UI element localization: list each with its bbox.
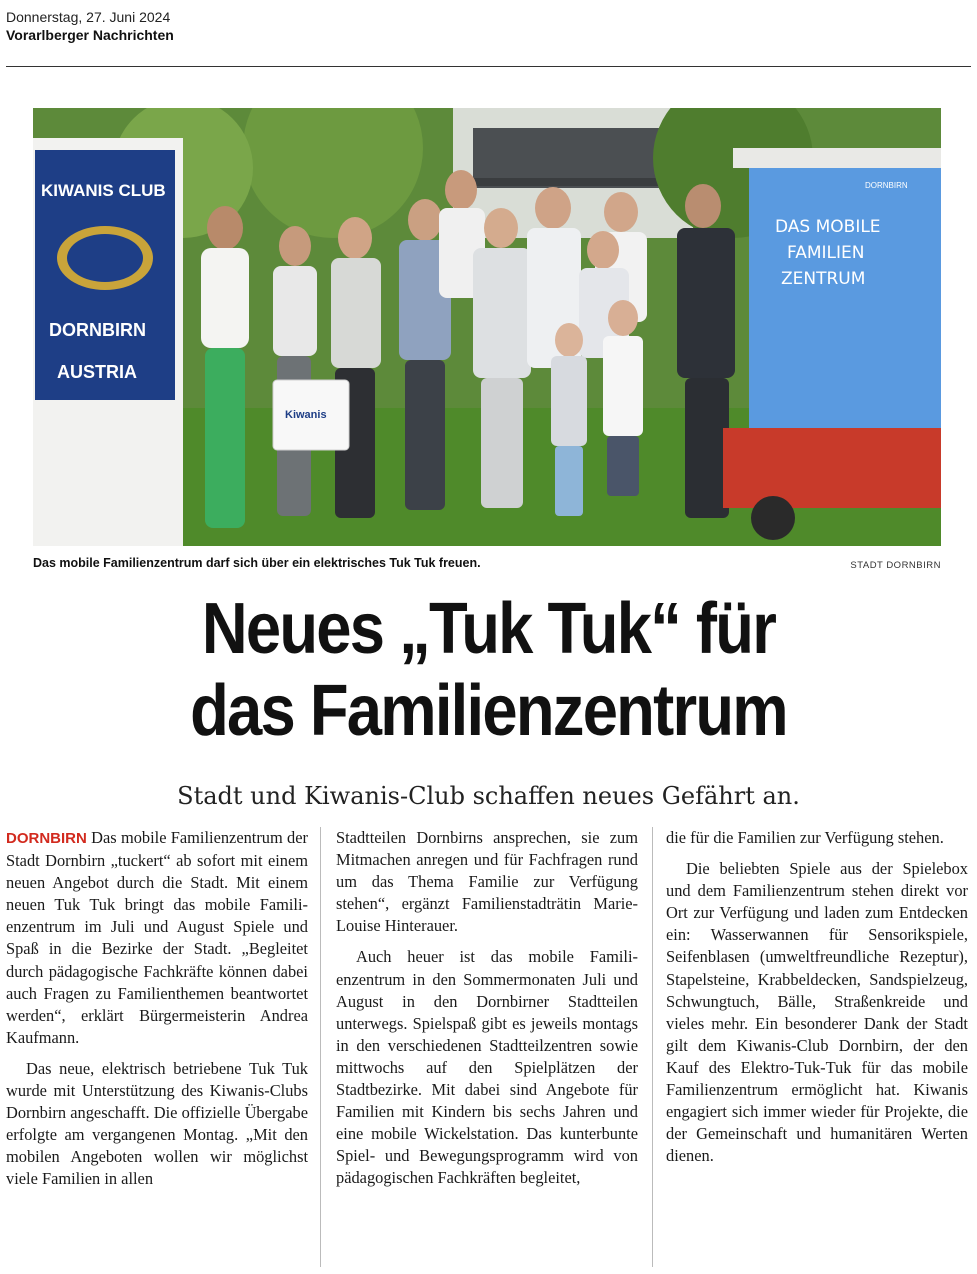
newspaper-name: Vorarlberger Nachrichten (6, 27, 174, 43)
banner-line-2: DORNBIRN (49, 320, 146, 340)
vehicle-line-3: ZENTRUM (781, 269, 866, 289)
article-column-1 (6, 827, 308, 1191)
tuk-tuk-vehicle (723, 148, 941, 540)
paragraph: Die beliebten Spiele aus der Spielebox und dem Familienzentrum stehen direkt vor Ort zur Verfügung und laden zum Entdecken ein: Wasserwannen für Sensorikspiele, Seifenblasen (umweltfreundliche Rezeptur), Stapelsteine, Krabbeldecken, Sandspielzeug, Schwungtuch, Bälle, Straßenkreide und vieles mehr. Ein besonderer Dank der Stadt gilt dem Kiwanis-Club Dornbirn, der den Kauf des Elektro-Tuk-Tuk für das mobile Familienzentrum ermöglicht hat. Kiwanis engagiert sich immer wieder für Projekte, die der Gemeinschaft und humanitären Werten dienen. (666, 859, 968, 1166)
vehicle-small-text: DORNBIRN (865, 181, 908, 190)
headline-line-1: Neues „Tuk Tuk“ für (201, 589, 776, 669)
paragraph-text: Das mobile Familienzentrum der Stadt Dornbirn „tuckert“ ab sofort mit einem neuen Angebot durch die Stadt. Mit einem neuen Tuk Tuk bringt das mobile Familienzentrum im Juli und August Spiele und Spaß in die Bezirke der Stadt. „Begleitet durch pädagogische Fachkräfte können dabei auch Fragen zu Familienthemen beantwortet werden“, erklärt Bürgermeisterin Andrea Kaufmann. (6, 828, 308, 1047)
kiwanis-banner (33, 138, 183, 546)
issue-date: Donnerstag, 27. Juni 2024 (6, 9, 171, 25)
article-column-2 (336, 827, 638, 1190)
header-rule (6, 66, 971, 67)
column-divider (320, 827, 321, 1267)
paragraph: Stadtteilen Dornbirns ansprechen, sie zum Mitmachen anregen und für Fachfragen rund um das Thema Familie zur Verfügung stehen“, ergänzt Familienstadträtin Marie-Louise Hinterauer. (336, 828, 638, 936)
column-divider (652, 827, 653, 1267)
banner-line-1: KIWANIS CLUB (41, 181, 166, 200)
paragraph: Das neue, elektrisch betriebene Tuk Tuk wurde mit Unterstützung des Kiwanis-Clubs Dornbirn angeschafft. Die offizielle Übergabe erfolgte am vergangenen Montag. „Mit den mobilen Angeboten wollen wir möglichst viele Familien in allen (6, 1058, 308, 1189)
banner-line-3: AUSTRIA (57, 362, 137, 382)
article-photo (33, 108, 941, 546)
headline (59, 588, 919, 752)
dateline: DORNBIRN (6, 830, 87, 847)
vehicle-line-1: DAS MOBILE (775, 217, 881, 237)
paragraph (6, 827, 308, 1049)
headline-line-2: das Familienzentrum (190, 671, 787, 751)
vehicle-line-2: FAMILIEN (787, 243, 865, 263)
paragraph: Auch heuer ist das mobile Familienzentrum in den Sommermonaten Juli und August in den Dornbirner Stadtteilen unterwegs. Spielspaß gibt es jeweils montags in den verschiedenen Stadtteilzentren sowie mittwochs auf den Spielplätzen der Stadtbezirke. Mit dabei sind Angebote für Familien mit Kindern bis sechs Jahren und eine mobile Wickelstation. Das kunterbunte Spiel- und Bewegungsprogramm wird von pädagogischen Fachkräften begleitet, (336, 947, 638, 1188)
kiwanis-bag (273, 380, 349, 450)
bag-text: Kiwanis (285, 409, 327, 421)
page-header (6, 8, 174, 44)
article-column-3 (666, 827, 968, 1167)
photo-caption: Das mobile Familienzentrum darf sich über ein elektrisches Tuk Tuk freuen. (33, 556, 481, 570)
photo-credit: STADT DORNBIRN (850, 560, 941, 571)
subheadline: Stadt und Kiwanis-Club schaffen neues Gefährt an. (177, 782, 800, 810)
paragraph: die für die Familien zur Verfügung stehen. (666, 828, 944, 847)
